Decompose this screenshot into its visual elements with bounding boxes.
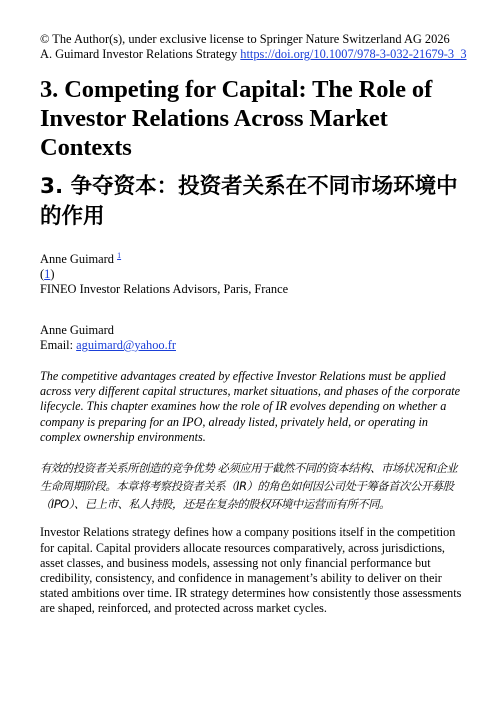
author-affiliation-sup-link[interactable]: 1 <box>117 250 122 260</box>
body-paragraph-1: Investor Relations strategy defines how a company positions itself in the competition for capital. Capital providers allocate resources comparatively, across jurisdictions, asset classes, and business models, assessing not only financial performance but credibility, consistency, and confidence in management’s ability to deliver on their stated ambitions over time. IR strategy determines how consistently those assessments are shaped, reinforced, and protected across market cycles. <box>40 525 462 616</box>
citation-line <box>40 47 468 62</box>
document-page <box>40 32 468 629</box>
chapter-title-chinese: 3. 争夺资本：投资者关系在不同市场环境中的作用 <box>40 174 458 229</box>
doi-link[interactable]: https://doi.org/10.1007/978-3-032-21679-3_3 <box>240 47 467 61</box>
affiliation-ref-line: (1) <box>40 267 55 282</box>
contact-name: Anne Guimard <box>40 322 114 337</box>
email-link[interactable]: aguimard@yahoo.fr <box>76 337 176 352</box>
email-label: Email: <box>40 337 77 352</box>
contact-block <box>40 323 468 353</box>
chapter-title-english: 3. Competing for Capital: The Role of Investor Relations Across Market Contexts <box>40 76 433 161</box>
affiliation-ref-link[interactable]: 1 <box>44 267 51 282</box>
author-line <box>40 252 468 267</box>
abstract-chinese: 有效的投资者关系所创造的竞争优势 必须应用于截然不同的资本结构、市场状况和企业生命周期阶段。本章将考察投资者关系（IR）的角色如何因公司处于筹备首次公开募股（IPO）、已上市、私人持股，还是在复杂的股权环境中运营而有所不同。 <box>40 462 458 512</box>
author-block <box>40 252 468 298</box>
affiliation-text: FINEO Investor Relations Advisors, Paris, France <box>40 282 289 297</box>
citation-prefix: A. Guimard Investor Relations Strategy <box>40 47 241 61</box>
abstract-english: The competitive advantages created by effective Investor Relations must be applied across very different capital structures, market situations, and phases of the corporate lifecycle. This chapter examines how the role of IR evolves depending on whether a company is preparing for an IPO, already listed, privately held, or operating in complex ownership environments. <box>40 369 461 444</box>
copyright-line: © The Author(s), under exclusive license to Springer Nature Switzerland AG 2026 <box>40 32 450 46</box>
author-name: Anne Guimard <box>40 252 114 266</box>
contact-email-line <box>40 338 468 353</box>
